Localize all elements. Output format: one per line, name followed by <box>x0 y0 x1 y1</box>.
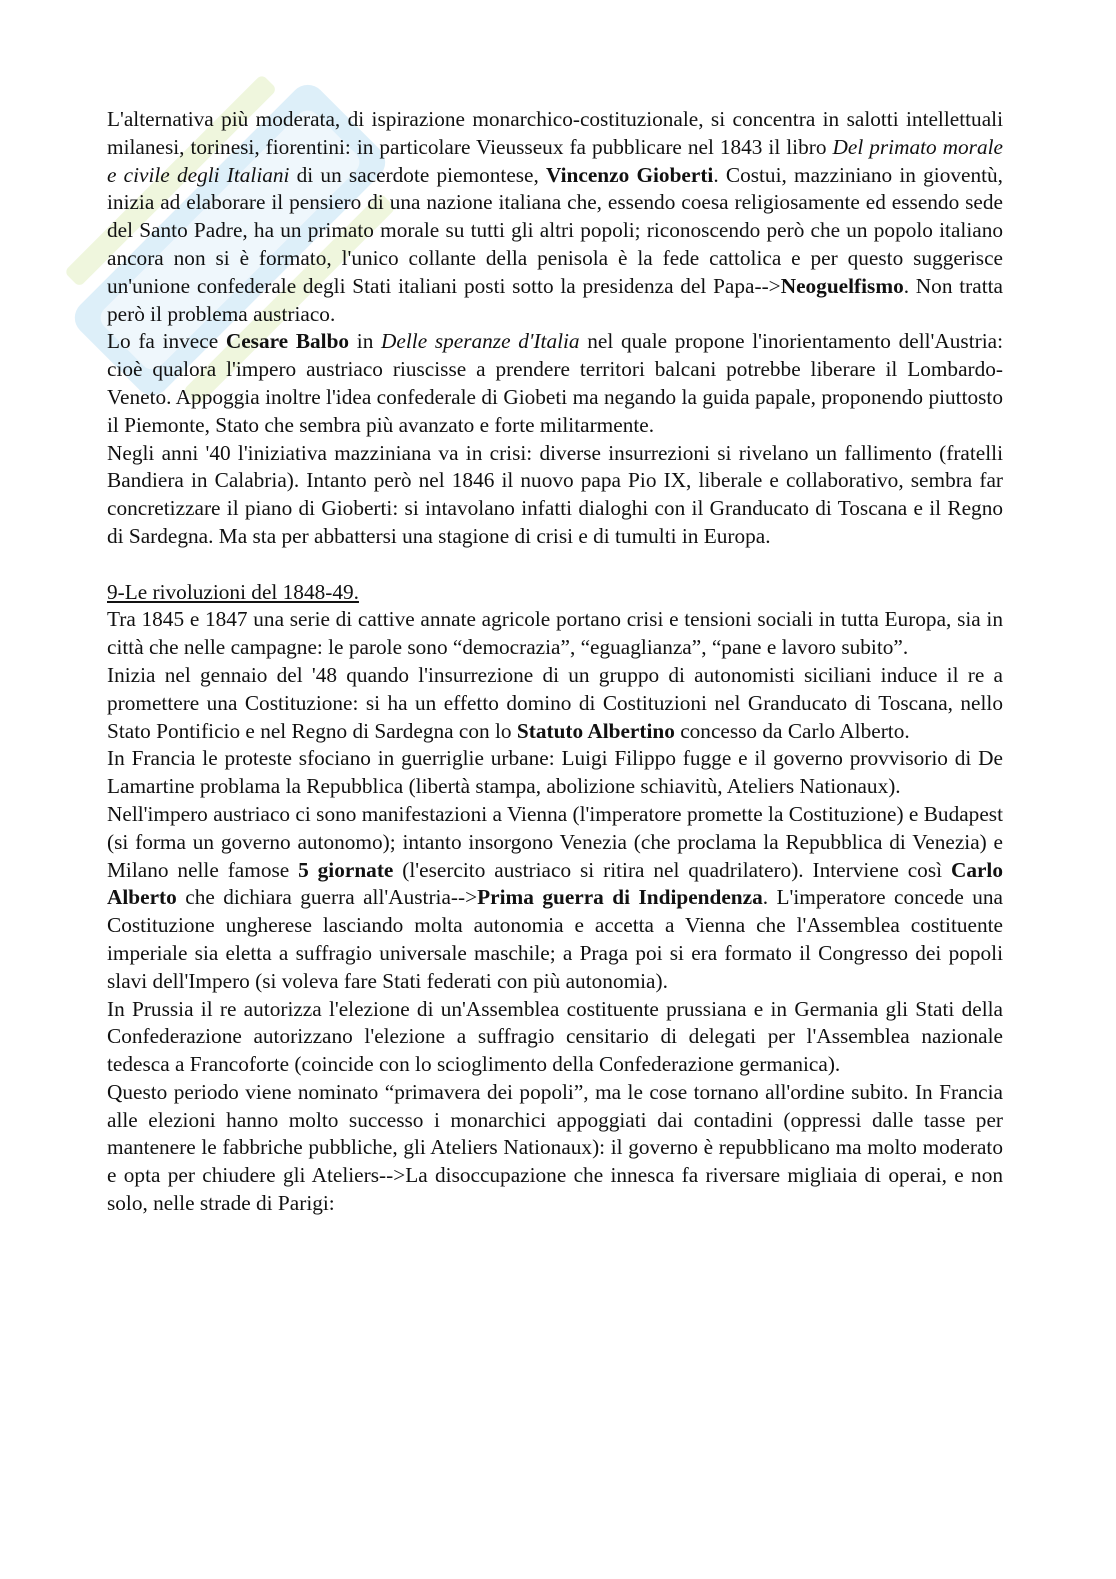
text-run: L'alternativa più moderata, di ispirazione monarchico-costituzionale, si concentra in salotti intellettuali milanesi, torinesi, fiorentini: in particolare Vieusseux fa pubblicare nel 1843 il libro <box>107 107 1003 159</box>
text-run: che dichiara guerra all'Austria--> <box>176 885 478 910</box>
paragraph <box>107 328 1003 439</box>
bold-text: Prima guerra di Indipendenza <box>477 885 763 910</box>
bold-text: Vincenzo Gioberti <box>546 162 714 187</box>
paragraph <box>107 440 1003 551</box>
text-run: nel quale propone l'inorientamento dell'Austria: cioè qualora l'impero austriaco riuscisse a prendere territori balcani potrebbe liberare il Lombardo-Veneto. Appoggia inoltre l'idea confederale di Giobeti ma negando la guida papale, proponendo piuttosto il Piemonte, Stato che sembra più avanzato e forte militarmente. <box>107 329 1004 437</box>
paragraph <box>107 606 1003 662</box>
text-run: Tra 1845 e 1847 una serie di cattive annate agricole portano crisi e tensioni sociali in tutta Europa, sia in città che nelle campagne: le parole sono “democrazia”, “eguaglianza”, “pane e lavoro subito”. <box>107 607 1003 660</box>
paragraph <box>107 801 1003 996</box>
paragraph-gap <box>107 551 1003 579</box>
paragraph <box>107 106 1003 328</box>
text-run: Inizia nel gennaio del '48 quando l'insurrezione di un gruppo di autonomisti siciliani induce il re a promettere una Costituzione: si ha un effetto domino di Costituzioni nel Granducato di Toscana, nello Stato Pontificio e nel Regno di Sardegna con lo <box>107 662 1003 743</box>
text-run: concesso da Carlo Alberto. <box>674 718 910 743</box>
bold-text: Statuto Albertino <box>516 718 675 743</box>
paragraph <box>107 745 1003 801</box>
text-run: Nell'impero austriaco ci sono manifestazioni a Vienna (l'imperatore promette la Costituzione) e Budapest (si forma un governo autonomo); intanto insorgono Venezia (che proclama la Repubblica di Venezia) e Milano nelle famose <box>107 801 1003 882</box>
text-run: In Prussia il re autorizza l'elezione di un'Assemblea costituente prussiana e in Germania gli Stati della Confederazione autorizzano l'elezione a suffragio censitario di delegati per l'Assemblea nazionale tedesca a Francoforte (coincide con lo scioglimento della Confederazione germanica). <box>107 996 1003 1077</box>
italic-text: Del primato morale e civile degli Italiani <box>107 134 1003 187</box>
text-run: In Francia le proteste sfociano in guerriglie urbane: Luigi Filippo fugge e il governo provvisorio di De Lamartine problama la Repubblica (libertà stampa, abolizione schiavitù, Ateliers Nationaux). <box>107 746 1003 799</box>
document-page <box>107 106 1003 1218</box>
text-run: 9-Le rivoluzioni del 1848-49. <box>107 579 359 604</box>
paragraph <box>107 1079 1003 1218</box>
paragraph <box>107 662 1003 745</box>
text-run: . L'imperatore concede una Costituzione ungherese lasciando molta autonomia e accetta a Vienna che l'Assemblea costituente imperiale sia eletta a suffragio universale maschile; a Praga poi si era formato il Congresso dei popoli slavi dell'Impero (si voleva fare Stati federati con più autonomia). <box>107 885 1003 993</box>
section-heading <box>107 579 1003 607</box>
paragraph <box>107 996 1003 1079</box>
text-run: . Non tratta però il problema austriaco. <box>107 273 1003 326</box>
text-run: Lo fa invece <box>107 329 226 354</box>
text-run: (l'esercito austriaco si ritira nel quadrilatero). Interviene così <box>393 857 951 882</box>
text-run: di un sacerdote piemontese, <box>289 162 547 187</box>
bold-text: 5 giornate <box>298 857 394 882</box>
text-run: Questo periodo viene nominato “primavera dei popoli”, ma le cose tornano all'ordine subito. In Francia alle elezioni hanno molto successo i monarchici appoggiati dai contadini (oppressi dalle tasse per mantenere le fabbriche pubbliche, gli Ateliers Nationaux): il governo è repubblicano ma molto moderato e opta per chiudere gli Ateliers-->La disoccupazione che innesca fa riversare migliaia di operai, e non solo, nelle strade di Parigi: <box>107 1079 1003 1216</box>
bold-text: Cesare Balbo <box>225 329 350 354</box>
text-run: in <box>349 329 382 354</box>
italic-text: Delle speranze d'Italia <box>381 329 580 354</box>
bold-text: Neoguelfismo <box>780 273 904 298</box>
bold-text: Carlo Alberto <box>107 857 1003 910</box>
text-run: Negli anni '40 l'iniziativa mazziniana va in crisi: diverse insurrezioni si rivelano un fallimento (fratelli Bandiera in Calabria). Intanto però nel 1846 il nuovo papa Pio IX, liberale e collaborativo, sembra far concretizzare il piano di Gioberti: si intavolano infatti dialoghi con il Granducato di Toscana e il Regno di Sardegna. Ma sta per abbattersi una stagione di crisi e di tumulti in Europa. <box>107 440 1003 548</box>
text-run: . Costui, mazziniano in gioventù, inizia ad elaborare il pensiero di una nazione italiana che, essendo coesa religiosamente ed essendo sede del Santo Padre, ha un primato morale su tutti gli altri popoli; riconoscendo però che un popolo italiano ancora non si è formato, l'unico collante della penisola è la fede cattolica e per questo suggerisce un'unione confederale degli Stati italiani posti sotto la presidenza del Papa--> <box>107 162 1003 298</box>
